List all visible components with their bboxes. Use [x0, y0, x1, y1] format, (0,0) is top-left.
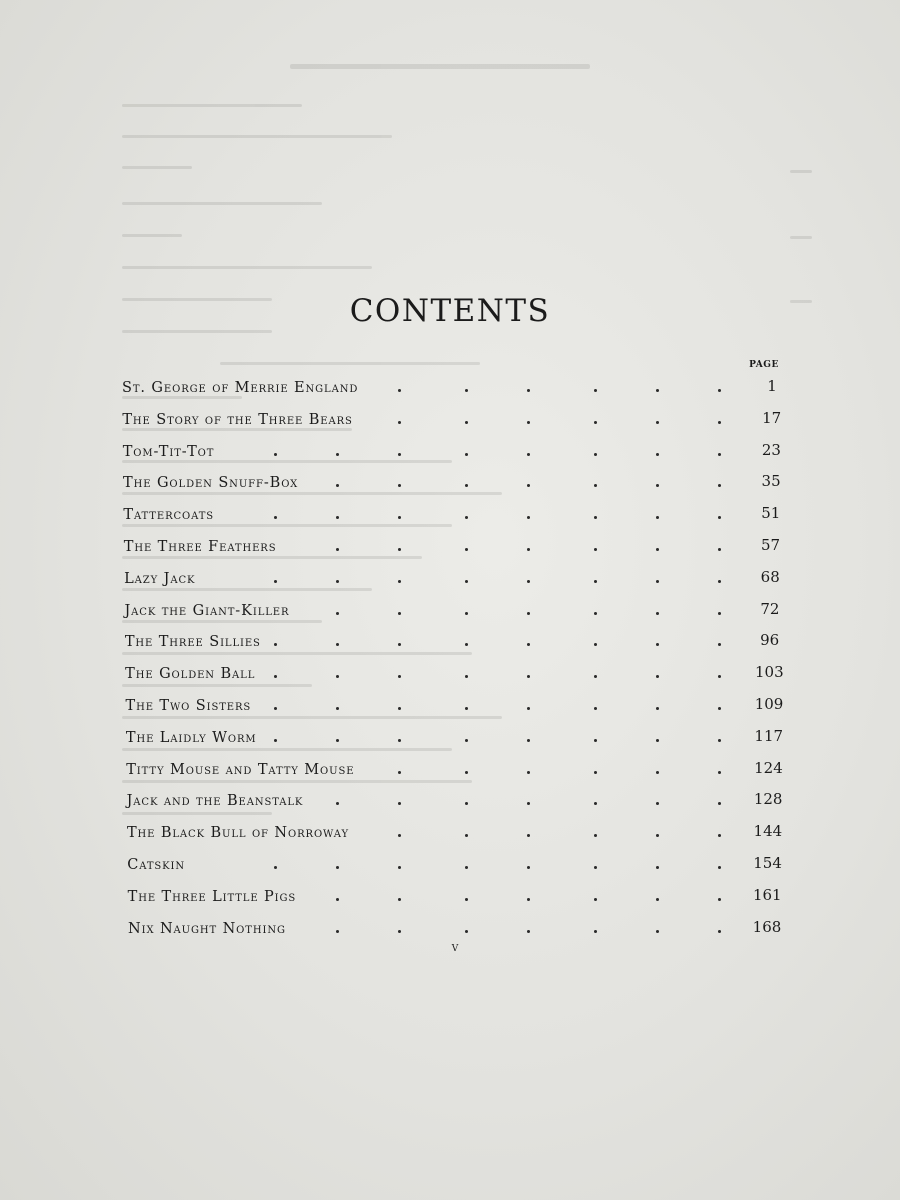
leader-dot — [718, 484, 721, 487]
leader-dot — [527, 643, 530, 646]
toc-entry-title: The Two Sisters — [125, 698, 252, 714]
leader-dot — [718, 580, 721, 583]
leader-dot — [594, 771, 597, 774]
toc-entry — [127, 885, 800, 913]
toc-entry-page: 17 — [762, 408, 782, 427]
toc-entry-page: 23 — [761, 440, 781, 459]
toc-entry — [124, 599, 800, 627]
leader-dot — [718, 930, 721, 933]
leader-dot — [527, 484, 530, 487]
leader-dot — [398, 898, 401, 901]
toc-entry-page: 68 — [760, 567, 780, 586]
toc-entry-title: The Story of the Three Bears — [122, 411, 353, 428]
toc-entry-title: Jack and the Beanstalk — [126, 793, 304, 810]
leader-dot — [527, 898, 530, 901]
leader-dot — [718, 421, 721, 424]
toc-entry-title: The Three Sillies — [124, 634, 261, 651]
leader-dot — [656, 580, 659, 583]
leader-dot — [398, 643, 401, 646]
leader-dot — [465, 930, 468, 933]
toc-entry — [124, 567, 800, 595]
toc-entry-page: 57 — [760, 536, 781, 554]
leader-dot — [718, 739, 721, 742]
leader-dot — [718, 675, 721, 678]
leader-dot — [527, 834, 530, 837]
leader-dot — [465, 675, 468, 678]
leader-dot — [465, 548, 468, 551]
leader-dot — [465, 802, 468, 805]
leader-dot — [594, 802, 597, 805]
toc-entry-title: Jack the Giant-Killer — [124, 602, 290, 619]
toc-entry-page: 144 — [753, 822, 783, 841]
toc-entry-page: 168 — [752, 917, 782, 936]
leader-dot — [594, 580, 597, 583]
leader-dot — [718, 771, 721, 774]
leader-dot — [527, 802, 530, 805]
toc-entry — [126, 758, 800, 786]
leader-dot — [398, 771, 401, 774]
leader-dot — [336, 675, 339, 678]
leader-dot — [336, 707, 339, 710]
toc-entry — [126, 822, 800, 849]
leader-dot — [398, 707, 401, 710]
toc-entry-title: Titty Mouse and Tatty Mouse — [126, 761, 355, 778]
leader-dot — [398, 516, 401, 519]
leader-dot — [718, 643, 721, 646]
toc-entry-title: The Black Bull of Norroway — [126, 825, 349, 842]
leader-dot — [336, 612, 339, 615]
leader-dot — [656, 771, 659, 774]
toc-entry-page: 72 — [760, 599, 780, 618]
page-column-label: PAGE — [749, 360, 779, 370]
leader-dot — [527, 516, 530, 519]
toc-entry — [123, 472, 800, 499]
leader-dot — [274, 866, 277, 869]
leader-dot — [527, 453, 530, 456]
leader-dot — [718, 802, 721, 805]
leader-dot — [594, 421, 597, 424]
leader-dot — [336, 930, 339, 933]
leader-dot — [594, 675, 597, 678]
leader-dot — [398, 389, 401, 392]
leader-dot — [594, 484, 597, 487]
leader-dot — [718, 707, 721, 710]
leader-dot — [656, 739, 659, 742]
leader-dot — [274, 453, 277, 456]
toc-entry — [123, 504, 800, 531]
toc-entry-page: 109 — [754, 695, 784, 713]
leader-dot — [718, 612, 721, 615]
toc-entry-title: Tom-Tit-Tot — [122, 443, 215, 460]
leader-dot — [398, 548, 401, 551]
leader-dot — [465, 484, 468, 487]
toc-entry — [123, 536, 800, 563]
toc-entry-title: Catskin — [127, 857, 186, 873]
leader-dot — [656, 834, 659, 837]
leader-dot — [594, 834, 597, 837]
leader-dot — [336, 484, 339, 487]
leader-dot — [336, 739, 339, 742]
leader-dot — [465, 739, 468, 742]
toc-entry-page: 128 — [753, 790, 783, 809]
toc-entry-title: The Laidly Worm — [125, 729, 257, 746]
leader-dot — [527, 771, 530, 774]
leader-dot — [398, 802, 401, 805]
leader-dot — [336, 548, 339, 551]
toc-entry-page: 35 — [761, 472, 781, 491]
leader-dot — [656, 389, 659, 392]
toc-entry-page: 96 — [760, 631, 780, 650]
toc-entry-title: Lazy Jack — [124, 570, 196, 587]
leader-dot — [718, 898, 721, 901]
leader-dot — [398, 866, 401, 869]
leader-dot — [398, 739, 401, 742]
leader-dot — [465, 612, 468, 615]
toc-entry-title: The Golden Ball — [125, 666, 256, 683]
leader-dot — [398, 675, 401, 678]
leader-dot — [274, 707, 277, 710]
toc-entry-page: 117 — [754, 726, 784, 745]
leader-dot — [656, 802, 659, 805]
leader-dot — [398, 421, 401, 424]
toc-entry-title: The Three Feathers — [123, 539, 277, 555]
leader-dot — [656, 484, 659, 487]
toc-entry-title: Tattercoats — [123, 507, 215, 524]
leader-dot — [465, 866, 468, 869]
leader-dot — [465, 707, 468, 710]
leader-dot — [398, 580, 401, 583]
leader-dot — [594, 516, 597, 519]
leader-dot — [718, 453, 721, 456]
toc-entry — [122, 440, 800, 468]
leader-dot — [465, 771, 468, 774]
leader-dot — [336, 453, 339, 456]
leader-dot — [465, 643, 468, 646]
leader-dot — [656, 898, 659, 901]
contents-heading: CONTENTS — [349, 293, 551, 329]
toc-entry-page: 124 — [754, 758, 783, 777]
toc-entry-page: 154 — [753, 854, 782, 872]
leader-dot — [656, 516, 659, 519]
leader-dot — [656, 612, 659, 615]
leader-dot — [465, 453, 468, 456]
leader-dot — [398, 453, 401, 456]
leader-dot — [527, 675, 530, 678]
leader-dot — [656, 707, 659, 710]
leader-dot — [656, 421, 659, 424]
toc-entry-title: Nix Naught Nothing — [128, 920, 286, 937]
leader-dot — [594, 739, 597, 742]
leader-dot — [718, 866, 721, 869]
leader-dot — [465, 580, 468, 583]
leader-dot — [336, 516, 339, 519]
leader-dot — [527, 612, 530, 615]
leader-dot — [527, 548, 530, 551]
leader-dot — [336, 643, 339, 646]
leader-dot — [398, 612, 401, 615]
page-folio: v — [451, 940, 459, 955]
leader-dot — [527, 739, 530, 742]
leader-dot — [527, 389, 530, 392]
leader-dot — [656, 548, 659, 551]
leader-dot — [718, 548, 721, 551]
toc-entry-page: 51 — [761, 504, 781, 523]
leader-dot — [718, 516, 721, 519]
leader-dot — [274, 516, 277, 519]
leader-dot — [527, 707, 530, 710]
toc-entry — [122, 377, 800, 404]
leader-dot — [594, 548, 597, 551]
leader-dot — [274, 675, 277, 678]
toc-entry — [125, 726, 800, 754]
leader-dot — [718, 389, 721, 392]
leader-dot — [527, 421, 530, 424]
toc-entry-title: The Golden Snuff-Box — [123, 475, 299, 492]
toc-entry-page: 1 — [767, 377, 777, 395]
leader-dot — [594, 898, 597, 901]
leader-dot — [398, 484, 401, 487]
leader-dot — [336, 802, 339, 805]
leader-dot — [594, 389, 597, 392]
leader-dot — [274, 643, 277, 646]
leader-dot — [274, 739, 277, 742]
leader-dot — [594, 453, 597, 456]
leader-dot — [656, 930, 659, 933]
leader-dot — [527, 580, 530, 583]
leader-dot — [465, 898, 468, 901]
leader-dot — [465, 834, 468, 837]
leader-dot — [465, 389, 468, 392]
toc-entry-title: The Three Little Pigs — [127, 888, 297, 905]
leader-dot — [656, 643, 659, 646]
leader-dot — [656, 866, 659, 869]
leader-dot — [274, 580, 277, 583]
leader-dot — [594, 707, 597, 710]
leader-dot — [465, 516, 468, 519]
leader-dot — [656, 453, 659, 456]
toc-entry-page: 103 — [755, 663, 784, 682]
leader-dot — [398, 930, 401, 933]
leader-dot — [336, 866, 339, 869]
leader-dot — [527, 866, 530, 869]
leader-dot — [594, 866, 597, 869]
toc-entry-title: St. George of Merrie England — [122, 380, 359, 396]
leader-dot — [594, 643, 597, 646]
toc-entry — [122, 408, 800, 436]
leader-dot — [594, 612, 597, 615]
toc-entry-page: 161 — [752, 885, 782, 904]
toc-entry — [127, 854, 800, 881]
leader-dot — [718, 834, 721, 837]
leader-dot — [656, 675, 659, 678]
leader-dot — [398, 834, 401, 837]
leader-dot — [336, 898, 339, 901]
leader-dot — [465, 421, 468, 424]
leader-dot — [336, 580, 339, 583]
toc-entry — [125, 695, 800, 722]
toc-entry — [125, 663, 800, 690]
leader-dot — [594, 930, 597, 933]
leader-dot — [527, 930, 530, 933]
toc-entry — [124, 631, 800, 658]
toc-entry — [126, 790, 800, 817]
